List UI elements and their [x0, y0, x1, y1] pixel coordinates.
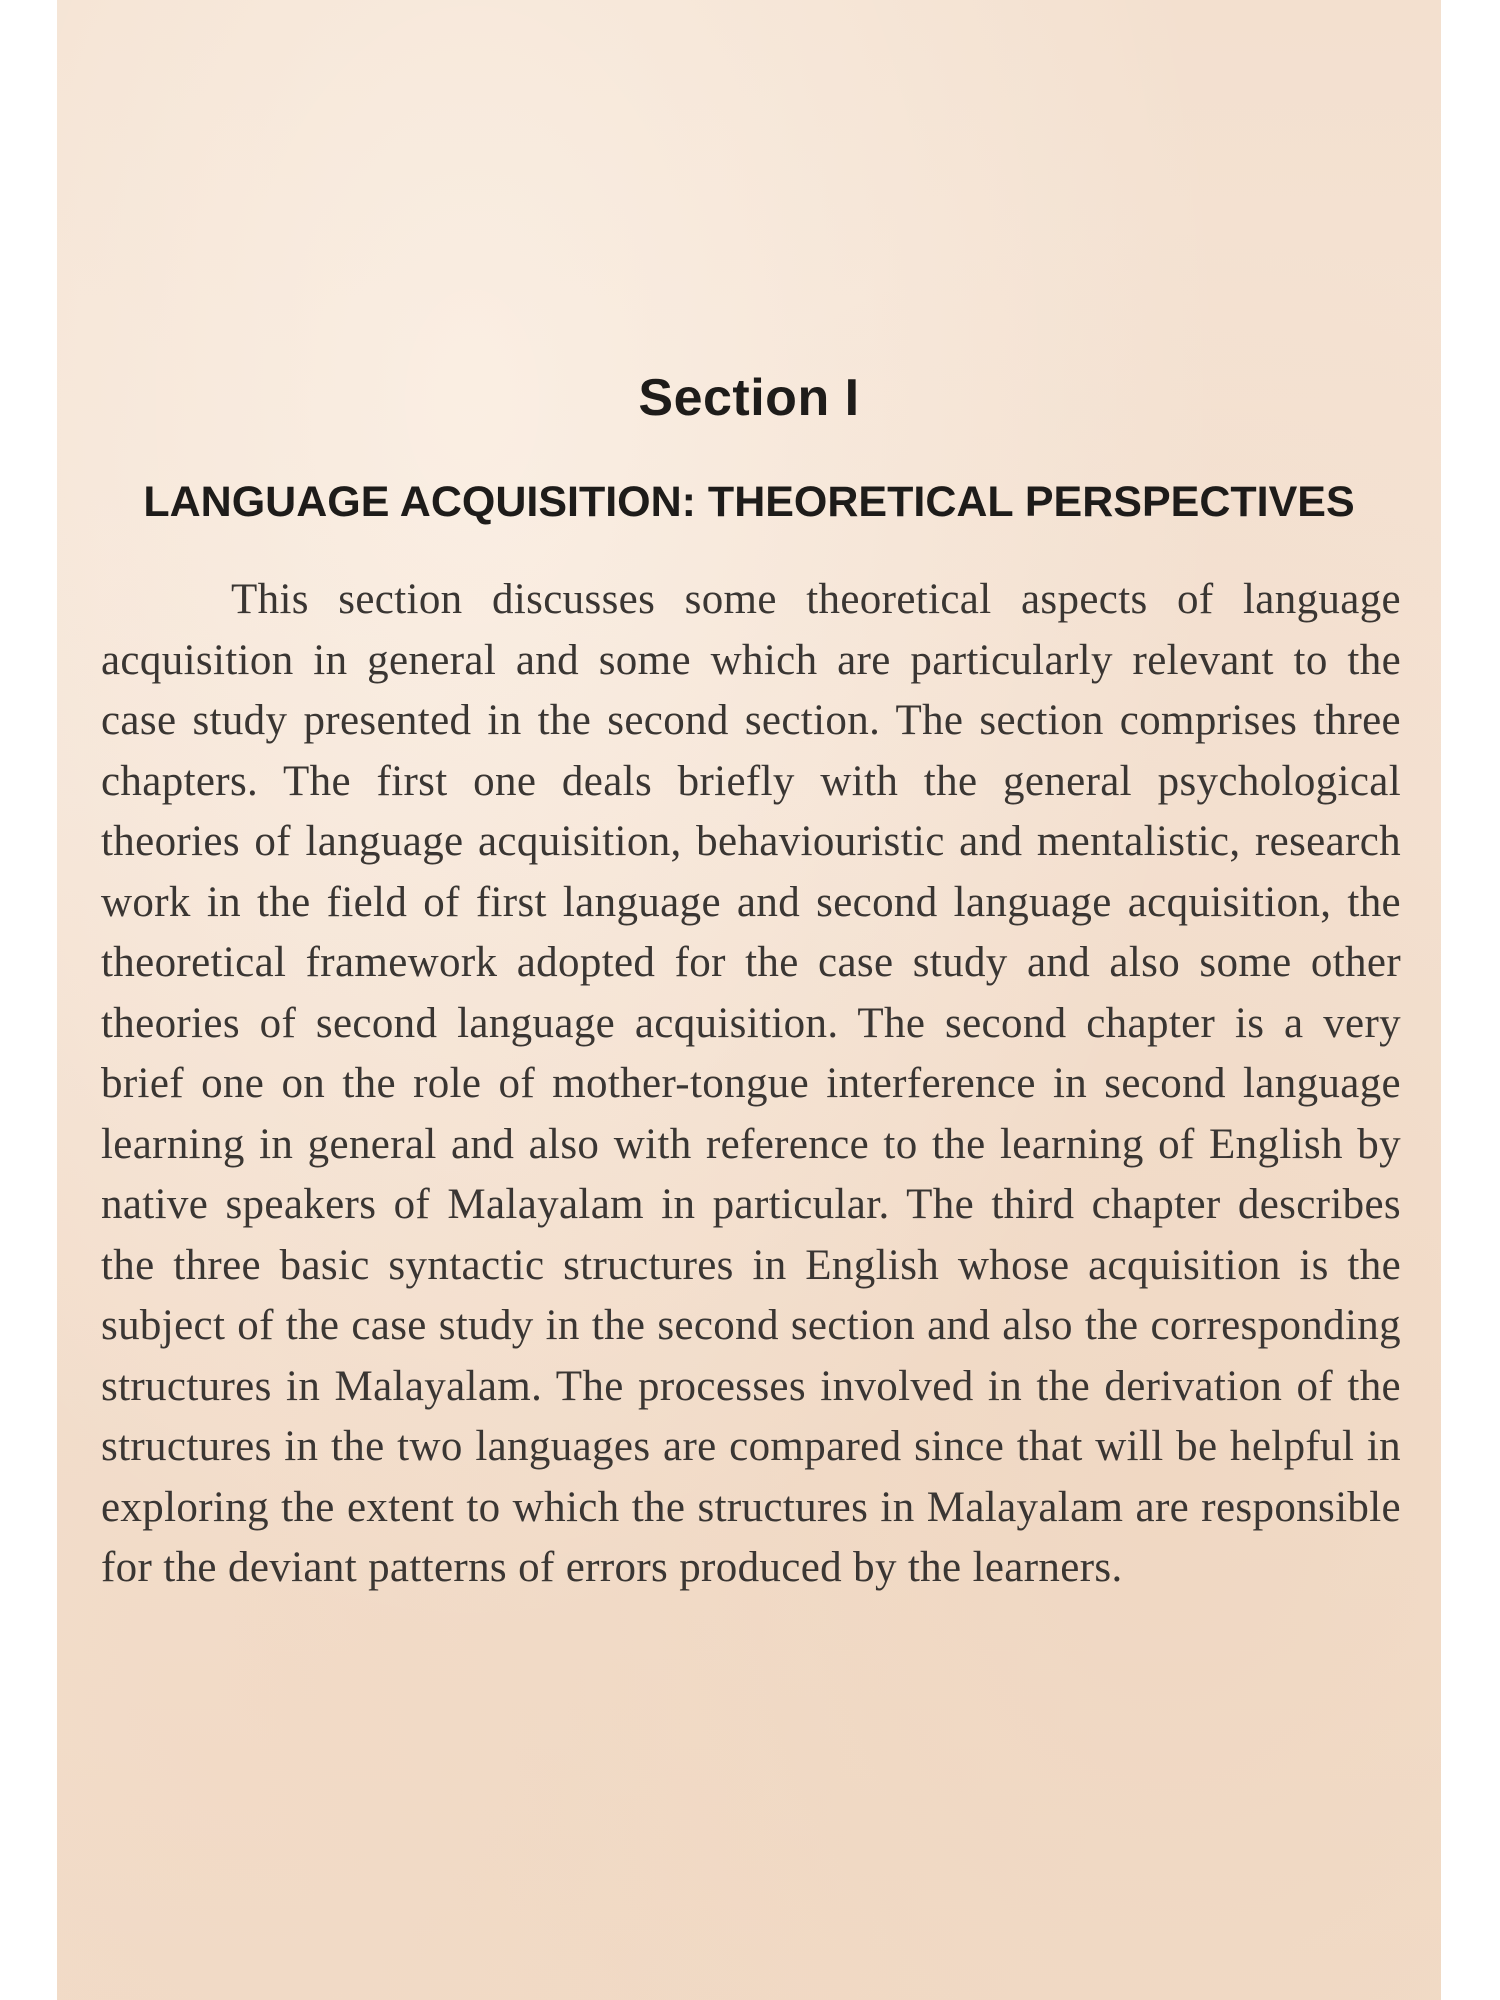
body-paragraph: This section discusses some theoretical aspects of language acquisition in general and some which are particularly relevant to the case study presented in the second section. The section comprises three chapters. The first one deals briefly with the general psychological theories of language acquisition, behaviouristic and mentalistic, research work in the field of first language and second language acquisition, the theoretical framework adopted for the case study and also some other theories of second language acquisition. The second chapter is a very brief one on the role of mother-tongue interference in second language learning in general and also with reference to the learning of English by native speakers of Malayalam in particular. The third chapter describes the three basic syntactic structures in English whose acquisition is the subject of the case study in the second section and also the corresponding structures in Malayalam. The processes involved in the derivation of the structures in the two languages are compared since that will be helpful in exploring the extent to which the structures in Malayalam are responsible for the deviant patterns of errors produced by the learners.: [101, 576, 1401, 1591]
book-page: [57, 0, 1441, 2000]
section-title: Section I: [638, 369, 860, 427]
section-heading: LANGUAGE ACQUISITION: THEORETICAL PERSPECTIVES: [143, 478, 1355, 526]
